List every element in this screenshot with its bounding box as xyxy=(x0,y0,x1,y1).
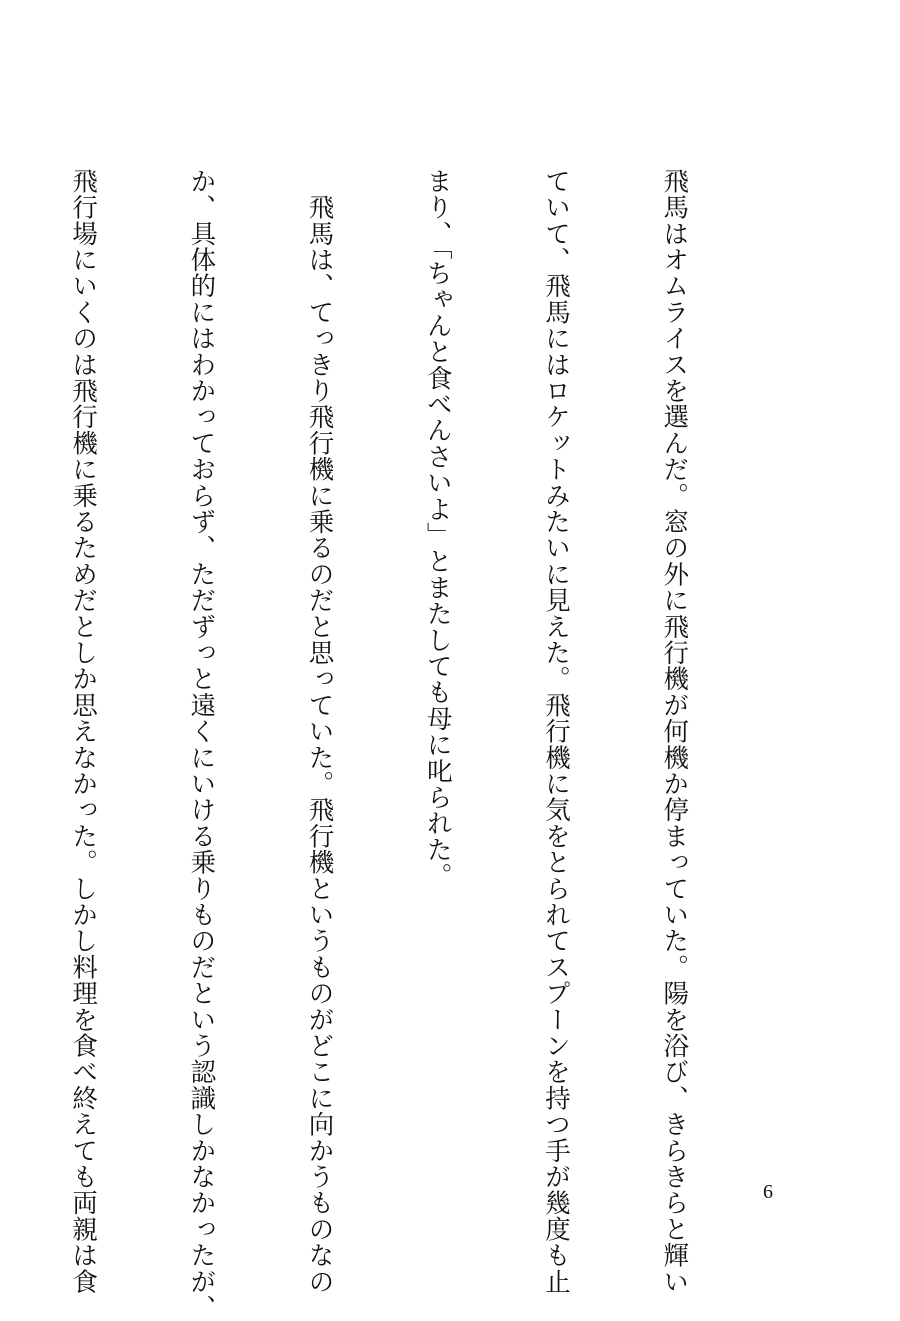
text-line: 飛行場にいくのは飛行機に乗るためだとしか思えなかった。しかし料理を食べ終えても両親は食 xyxy=(68,168,99,1295)
text-line: 飛馬はオムライスを選んだ。窓の外に飛行機が何機か停まっていた。陽を浴び、きらきらと輝い xyxy=(659,168,690,1295)
text-line: まり、「ちゃんと食べんさいよ」とまたしても母に叱られた。 xyxy=(422,168,453,889)
body-text xyxy=(0,168,772,1321)
text-line: か、具体的にはわかっておらず、ただずっと遠くにいける乗りものだという認識しかなかったが、 xyxy=(186,168,217,1321)
text-line: 飛馬は、てっきり飛行機に乗るのだと思っていた。飛行機というものがどこに向かうものなの xyxy=(304,168,335,1295)
page-number: 6 xyxy=(763,1181,773,1203)
text-line: ていて、飛馬にはロケットみたいに見えた。飛行機に気をとられてスプーンを持つ手が幾度も止 xyxy=(540,168,571,1295)
